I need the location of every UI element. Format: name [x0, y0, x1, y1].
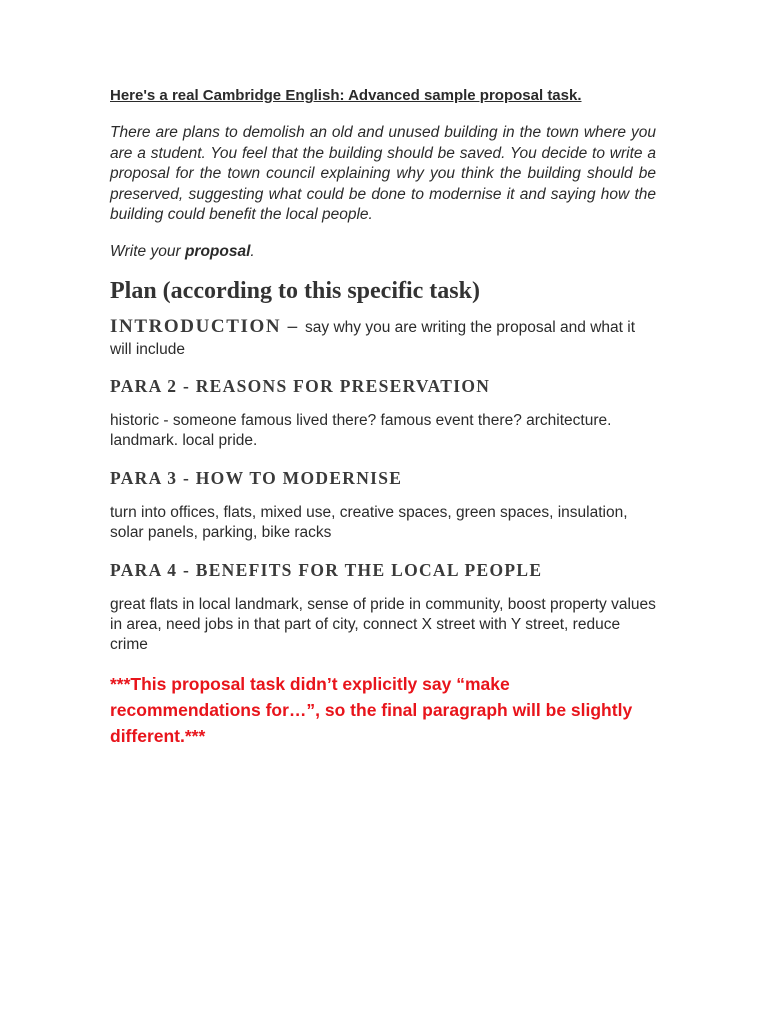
page-title: Here's a real Cambridge English: Advanced sample proposal task.	[110, 87, 582, 104]
section-para-3	[110, 467, 656, 543]
write-instruction	[110, 242, 656, 262]
section-heading: PARA 2 - REASONS FOR PRESERVATION	[110, 375, 491, 396]
write-suffix: .	[250, 242, 255, 260]
document-page	[110, 86, 656, 749]
section-text: historic - someone famous lived there? famous event there? architecture. landmark. local pride.	[110, 411, 612, 449]
plan-heading: Plan (according to this specific task)	[110, 277, 480, 304]
intro-description: say why you are writing the proposal and what it will include	[110, 318, 636, 358]
intro-heading: INTRODUCTION	[110, 315, 282, 337]
section-para-2	[110, 375, 656, 451]
warning-note: ***This proposal task didn’t explicitly say “make recommendations for…”, so the final paragraph will be slightly different.***	[110, 673, 633, 746]
section-heading: PARA 4 - BENEFITS FOR THE LOCAL PEOPLE	[110, 559, 543, 580]
section-text: great flats in local landmark, sense of pride in community, boost property values in area, need jobs in that part of city, connect X street with Y street, reduce crime	[110, 595, 656, 653]
task-description: There are plans to demolish an old and unused building in the town where you are a student. You feel that the building should be saved. You decide to write a proposal for the town council explaining why you think the building should be preserved, suggesting what could be done to modernise it and saying how the building could benefit the local people.	[110, 124, 656, 223]
section-text: turn into offices, flats, mixed use, creative spaces, green spaces, insulation, solar panels, parking, bike racks	[110, 503, 628, 541]
intro-separator: –	[281, 315, 306, 337]
write-prefix: Write your	[110, 242, 185, 260]
intro-section	[110, 316, 656, 361]
write-bold: proposal	[184, 242, 251, 260]
section-para-4	[110, 559, 656, 655]
section-heading: PARA 3 - HOW TO MODERNISE	[110, 467, 403, 488]
